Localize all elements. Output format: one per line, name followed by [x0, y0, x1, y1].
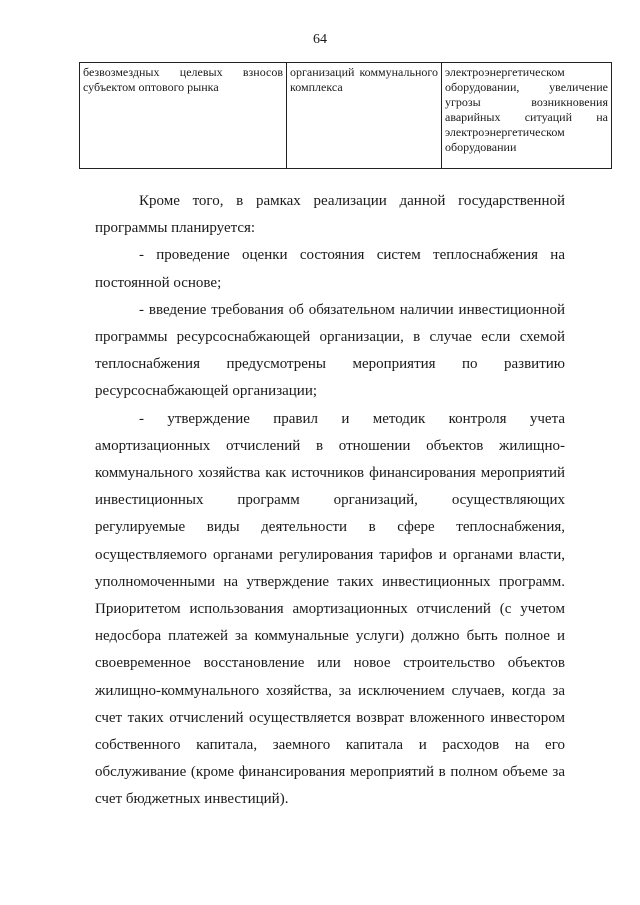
table-cell-recipient [287, 63, 442, 169]
cell-text: безвозмездных целевых взносов субъектом оптового рынка [83, 65, 283, 94]
table-row [80, 63, 612, 169]
paragraph-intro: Кроме того, в рамках реализации данной государственной программы планируется: [95, 193, 565, 237]
page-number: 64 [313, 32, 327, 47]
table-cell-risk [442, 63, 612, 169]
body-text [95, 188, 565, 814]
paragraph-item-assessment: - проведение оценки состояния систем теплоснабжения на постоянной основе; [95, 247, 565, 291]
table-cell-source [80, 63, 287, 169]
continued-table [79, 62, 612, 169]
paragraph-item-investment-program: - введение требования об обязательном наличии инвестиционной программы ресурсоснабжающей организации, в случае если схемой теплоснабжения предусмотрены мероприятия по развитию ресурсоснабжающей организации; [95, 301, 565, 400]
cell-text: организаций коммунального комплекса [290, 65, 438, 94]
cell-text: электроэнергетическом оборудовании, увеличение угрозы возникновения аварийных ситуаций на электроэнергетическом оборудовании [445, 65, 608, 154]
paragraph-item-depreciation-rules: - утверждение правил и методик контроля учета амортизационных отчислений в отношении объектов жилищно-коммунального хозяйства как источников финансирования мероприятий инвестиционных программ организаций, осуществляющих регулируемые виды деятельности в сфере теплоснабжения, осуществляемого органами регулирования тарифов и органами власти, уполномоченными на утверждение таких инвестиционных программ. Приоритетом использования амортизационных отчислений (с учетом недосбора платежей за коммунальные услуги) должно быть полное и своевременное восстановление или новое строительство объектов жилищно-коммунального хозяйства, за исключением случаев, когда за счет таких отчислений осуществляется возврат вложенного инвестором собственного капитала, заемного капитала и расходов на его обслуживание (кроме финансирования мероприятий в полном объеме за счет бюджетных инвестиций). [95, 410, 565, 808]
